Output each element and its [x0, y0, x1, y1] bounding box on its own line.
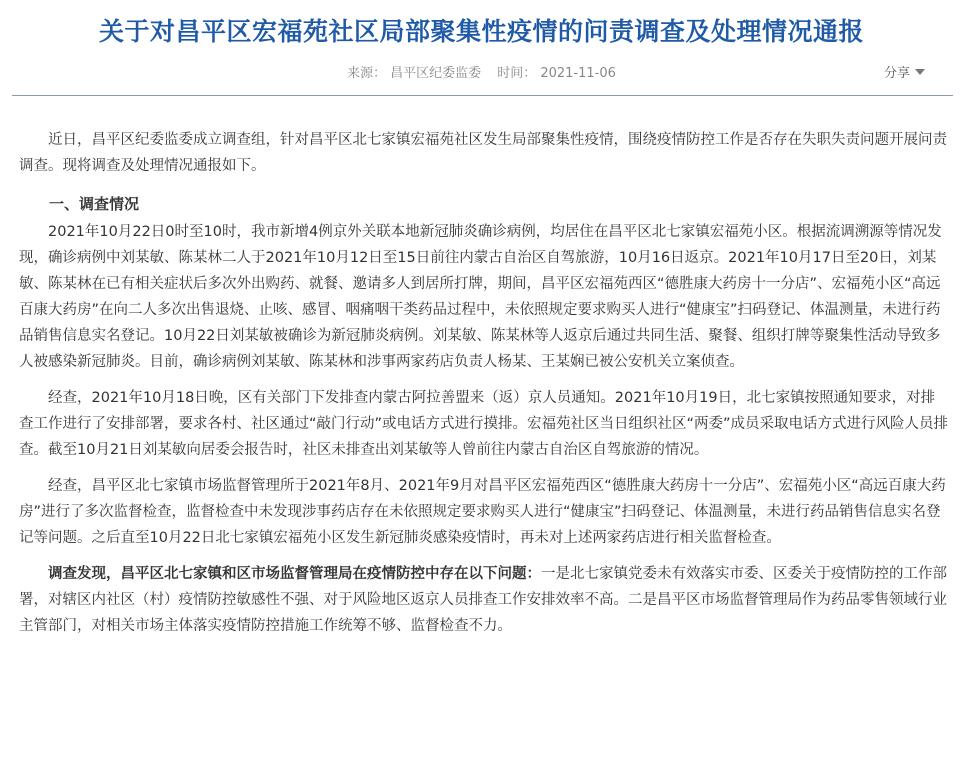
body-paragraph-2: 经查，2021年10月18日晚，区有关部门下发排查内蒙古阿拉善盟来（返）京人员通知。2021年10月19日，北七家镇按照通知要求，对排查工作进行了安排部署，要求各村、社区通过“敲门行动”或电话方式进行摸排。宏福苑社区当日组织社区“两委”成员采取电话方式进行风险人员排查。截至10月21日刘某敏向居委会报告时，社区未排查出刘某敏等人曾前往内蒙古自治区自驾旅游的情况。 [19, 390, 949, 458]
share-dropdown[interactable] [884, 62, 925, 81]
source-label: 来源： [347, 66, 387, 81]
caret-down-icon [915, 69, 925, 75]
body-paragraph-1: 2021年10月22日0时至10时，我市新增4例京外关联本地新冠肺炎确诊病例，均居住在昌平区北七家镇宏福苑小区。根据流调溯源等情况发现，确诊病例中刘某敏、陈某林二人于2021年10月12日至15日前往内蒙古自治区自驾旅游，10月16日返京。2021年10月17日至20日，刘某敏、陈某林在已有相关症状后多次外出购药、就餐、邀请多人到居所打牌，期间，昌平区宏福苑西区“德胜康大药房十一分店”、宏福苑小区“高远百康大药房”在向二人多次出售退烧、止咳、感冒、咽痛咽干类药品过程中，未依照规定要求购买人进行“健康宝”扫码登记、体温测量，未进行药品销售信息实名登记。10月22日刘某敏被确诊为新冠肺炎病例。刘某敏、陈某林等人返京后通过共同生活、聚餐、组织打牌等聚集性活动导致多人被感染新冠肺炎。目前，确诊病例刘某敏、陈某林和涉事两家药店负责人杨某、王某娴已被公安机关立案侦查。 [19, 224, 942, 370]
share-label: 分享 [883, 66, 910, 81]
article-meta [0, 62, 963, 81]
findings-text: 一是北七家镇党委未有效落实市委、区委关于疫情防控的工作部署，对辖区内社区（村）疫情防控敏感性不强、对于风险地区返京人员排查工作安排效率不高。二是昌平区市场监督管理局作为药品零售领域行业主管部门，对相关市场主体落实疫情防控措施工作统筹不够、监督检查不力。 [19, 566, 947, 634]
time-label: 时间： [497, 66, 537, 81]
body-paragraph-4 [19, 561, 949, 639]
intro-paragraph: 近日，昌平区纪委监委成立调查组，针对昌平区北七家镇宏福苑社区发生局部聚集性疫情，围绕疫情防控工作是否存在失职失责问题开展问责调查。现将调查及处理情况通报如下。 [19, 132, 947, 174]
article-body [19, 127, 949, 639]
section-heading: 一、调查情况 [49, 195, 140, 213]
title-divider [12, 95, 953, 96]
article-title: 关于对昌平区宏福苑社区局部聚集性疫情的问责调查及处理情况通报 [98, 17, 864, 46]
source-value: 昌平区纪委监委 [390, 66, 482, 81]
findings-lead: 调查发现，昌平区北七家镇和区市场监督管理局在疫情防控中存在以下问题： [48, 566, 541, 582]
time-value: 2021-11-06 [540, 66, 616, 81]
body-paragraph-3: 经查，昌平区北七家镇市场监督管理所于2021年8月、2021年9月对昌平区宏福苑西区“德胜康大药房十一分店”、宏福苑小区“高远百康大药房”进行了多次监督检查，监督检查中未发现涉事药店存在未依照规定要求购买人进行“健康宝”扫码登记、体温测量，未进行药品销售信息实名登记等问题。之后直至10月22日北七家镇宏福苑小区发生新冠肺炎感染疫情时，再未对上述两家药店进行相关监督检查。 [19, 478, 946, 546]
